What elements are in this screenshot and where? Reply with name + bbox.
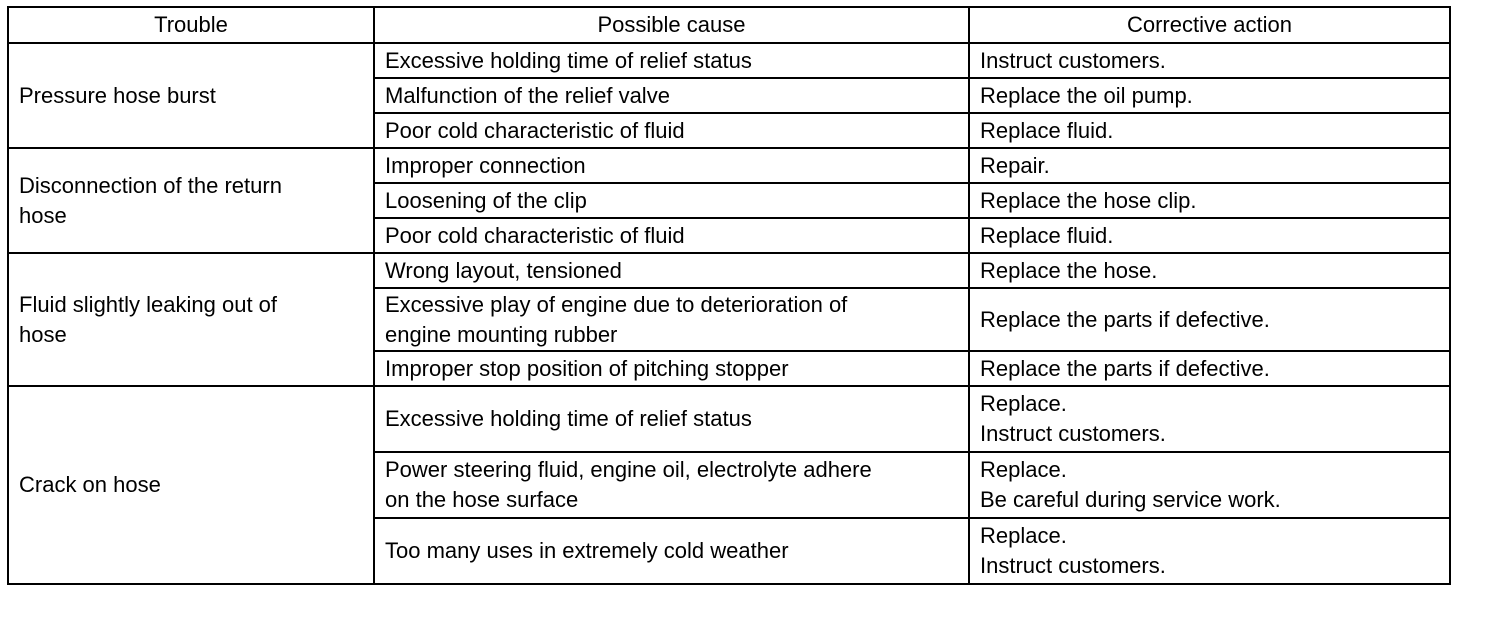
cause-cell: Wrong layout, tensioned — [374, 253, 969, 288]
cause-cell: Malfunction of the relief valve — [374, 78, 969, 113]
cause-cell: Loosening of the clip — [374, 183, 969, 218]
header-row — [8, 7, 1450, 43]
action-cell: Replace the hose. — [969, 253, 1450, 288]
cause-cell: Excessive holding time of relief status — [374, 386, 969, 452]
action-cell: Replace fluid. — [969, 218, 1450, 253]
trouble-cell: Crack on hose — [8, 386, 374, 584]
cause-cell: Poor cold characteristic of fluid — [374, 113, 969, 148]
troubleshooting-table — [7, 6, 1451, 585]
action-cell: Replace the parts if defective. — [969, 288, 1450, 351]
cause-cell: Improper connection — [374, 148, 969, 183]
cause-cell: Excessive play of engine due to deterioration of engine mounting rubber — [374, 288, 969, 351]
action-cell: Repair. — [969, 148, 1450, 183]
action-cell: Replace the parts if defective. — [969, 351, 1450, 386]
header-corrective-action: Corrective action — [969, 7, 1450, 43]
table-row — [8, 148, 1450, 183]
trouble-cell: Disconnection of the return hose — [8, 148, 374, 253]
cause-cell: Poor cold characteristic of fluid — [374, 218, 969, 253]
cause-cell: Power steering fluid, engine oil, electrolyte adhere on the hose surface — [374, 452, 969, 518]
table-row — [8, 43, 1450, 78]
action-cell: Replace the oil pump. — [969, 78, 1450, 113]
table-row — [8, 253, 1450, 288]
action-cell: Replace. Instruct customers. — [969, 518, 1450, 584]
action-cell: Replace the hose clip. — [969, 183, 1450, 218]
action-cell: Replace. Instruct customers. — [969, 386, 1450, 452]
header-possible-cause: Possible cause — [374, 7, 969, 43]
cause-cell: Excessive holding time of relief status — [374, 43, 969, 78]
cause-cell: Too many uses in extremely cold weather — [374, 518, 969, 584]
cause-cell: Improper stop position of pitching stopper — [374, 351, 969, 386]
action-cell: Replace. Be careful during service work. — [969, 452, 1450, 518]
header-trouble: Trouble — [8, 7, 374, 43]
trouble-cell: Pressure hose burst — [8, 43, 374, 148]
action-cell: Instruct customers. — [969, 43, 1450, 78]
table-row — [8, 386, 1450, 452]
action-cell: Replace fluid. — [969, 113, 1450, 148]
trouble-cell: Fluid slightly leaking out of hose — [8, 253, 374, 386]
